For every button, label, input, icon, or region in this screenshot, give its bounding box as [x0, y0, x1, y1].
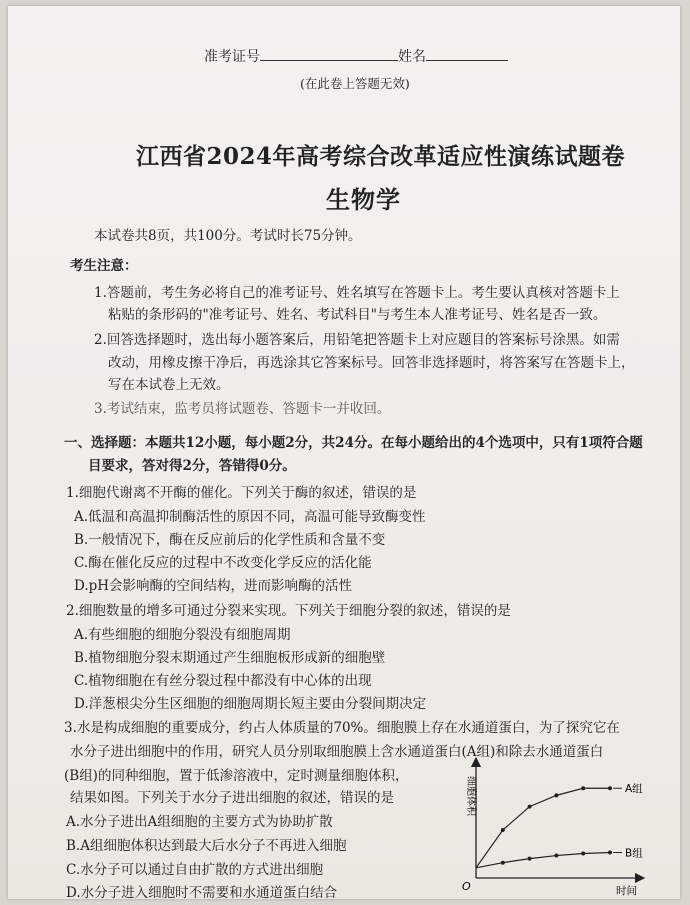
- chart-point: [554, 854, 558, 858]
- question-1-option-b: B.一般情况下，酶在反应前后的化学性质和含量不变: [74, 532, 386, 548]
- notice-heading: 考生注意：: [70, 258, 138, 274]
- question-3-option-c: C.水分子可以通过自由扩散的方式进出细胞: [66, 862, 324, 878]
- question-3-stem-line-3: (B组)的同种细胞，置于低渗溶液中，定时测量细胞体积，: [64, 768, 409, 784]
- chart-point: [528, 857, 532, 861]
- chart-y-axis-label: 细胞体积: [465, 776, 476, 816]
- exam-id-row: [204, 46, 508, 66]
- exam-paper: [8, 6, 680, 899]
- chart-origin-label: O: [462, 880, 471, 893]
- notice-item-2-line-2: 改动，用橡皮擦干净后，再选涂其它答案标号。回答非选择题时，将答案写在答题卡上，: [108, 355, 635, 371]
- chart-point: [501, 861, 505, 865]
- chart-series-label: B组: [625, 847, 643, 860]
- exam-intro: 本试卷共8页，共100分。考试时长75分钟。: [94, 228, 362, 244]
- exam-id-blank: [260, 47, 398, 61]
- chart-point: [608, 786, 612, 790]
- question-3-option-b: B.A组细胞体积达到最大后水分子不再进入细胞: [66, 838, 347, 854]
- notice-item-1-line-1: 1.答题前，考生务必将自己的准考证号、姓名填写在答题卡上。考生要认真核对答题卡上: [94, 285, 620, 301]
- question-3-stem-line-1: 3.水是构成细胞的重要成分，约占人体质量的70%。细胞膜上存在水通道蛋白，为了探究它在: [64, 720, 620, 736]
- name-label: 姓名: [398, 49, 426, 65]
- notice-item-2-line-1: 2.回答选择题时，选出每小题答案后，用铅笔把答题卡上对应题目的答案标号涂黑。如需: [94, 332, 620, 348]
- exam-id-label: 准考证号: [204, 49, 260, 65]
- page-title: 江西省2024年高考综合改革适应性演练试题卷: [136, 143, 626, 170]
- question-2-option-d: D.洋葱根尖分生区细胞的细胞周期长短主要由分裂间期决定: [74, 696, 427, 712]
- question-1-option-d: D.pH会影响酶的空间结构，进而影响酶的活性: [74, 578, 353, 594]
- chart-series-label: A组: [625, 783, 643, 796]
- question-1-option-a: A.低温和高温抑制酶活性的原因不同，高温可能导致酶变性: [74, 509, 426, 525]
- question-1-stem: 1.细胞代谢离不开酶的催化。下列关于酶的叙述，错误的是: [66, 485, 417, 501]
- chart-x-axis-label: 时间: [616, 885, 637, 897]
- chart-point: [608, 851, 612, 855]
- question-1-option-c: C.酶在催化反应的过程中不改变化学反应的活化能: [74, 555, 372, 571]
- name-blank: [426, 47, 508, 61]
- chart-point: [581, 852, 585, 856]
- question-2-option-c: C.植物细胞在有丝分裂过程中都没有中心体的出现: [74, 673, 372, 689]
- chart-series-line-a: [476, 788, 610, 868]
- cell-volume-chart: [440, 754, 660, 899]
- chart-point: [581, 786, 585, 790]
- notice-item-2-line-3: 写在本试卷上无效。: [108, 377, 230, 393]
- question-3-stem-line-4: 结果如图。下列关于水分子进出细胞的叙述，错误的是: [70, 790, 394, 806]
- section-heading-line-1: 一、选择题：本题共12小题，每小题2分，共24分。在每小题给出的4个选项中，只有1项符合题: [64, 435, 643, 451]
- notice-item-1-line-2: 粘贴的条形码的"准考证号、姓名、考试科目"与考生本人准考证号、姓名是否一致。: [108, 307, 607, 323]
- question-3-option-a: A.水分子进出A组细胞的主要方式为协助扩散: [66, 814, 333, 830]
- question-2-option-a: A.有些细胞的细胞分裂没有细胞周期: [74, 627, 291, 643]
- section-heading-line-2: 目要求，答对得2分，答错得0分。: [88, 458, 296, 474]
- question-2-option-b: B.植物细胞分裂末期通过产生细胞板形成新的细胞壁: [74, 650, 386, 666]
- chart-series-line-b: [476, 853, 610, 868]
- chart-point: [501, 828, 505, 832]
- subject-title: 生物学: [326, 185, 401, 214]
- header-note: (在此卷上答题无效): [300, 76, 410, 91]
- question-3-stem-line-2: 水分子进出细胞中的作用，研究人员分别取细胞膜上含水通道蛋白(A组)和除去水通道蛋白: [70, 744, 604, 760]
- chart-point: [528, 805, 532, 809]
- question-3-option-d: D.水分子进入细胞时不需要和水通道蛋白结合: [66, 885, 338, 899]
- notice-item-3-line-1: 3.考试结束，监考员将试题卷、答题卡一并收回。: [94, 401, 391, 417]
- chart-point: [554, 793, 558, 797]
- question-2-stem: 2.细胞数量的增多可通过分裂来实现。下列关于细胞分裂的叙述，错误的是: [66, 603, 511, 619]
